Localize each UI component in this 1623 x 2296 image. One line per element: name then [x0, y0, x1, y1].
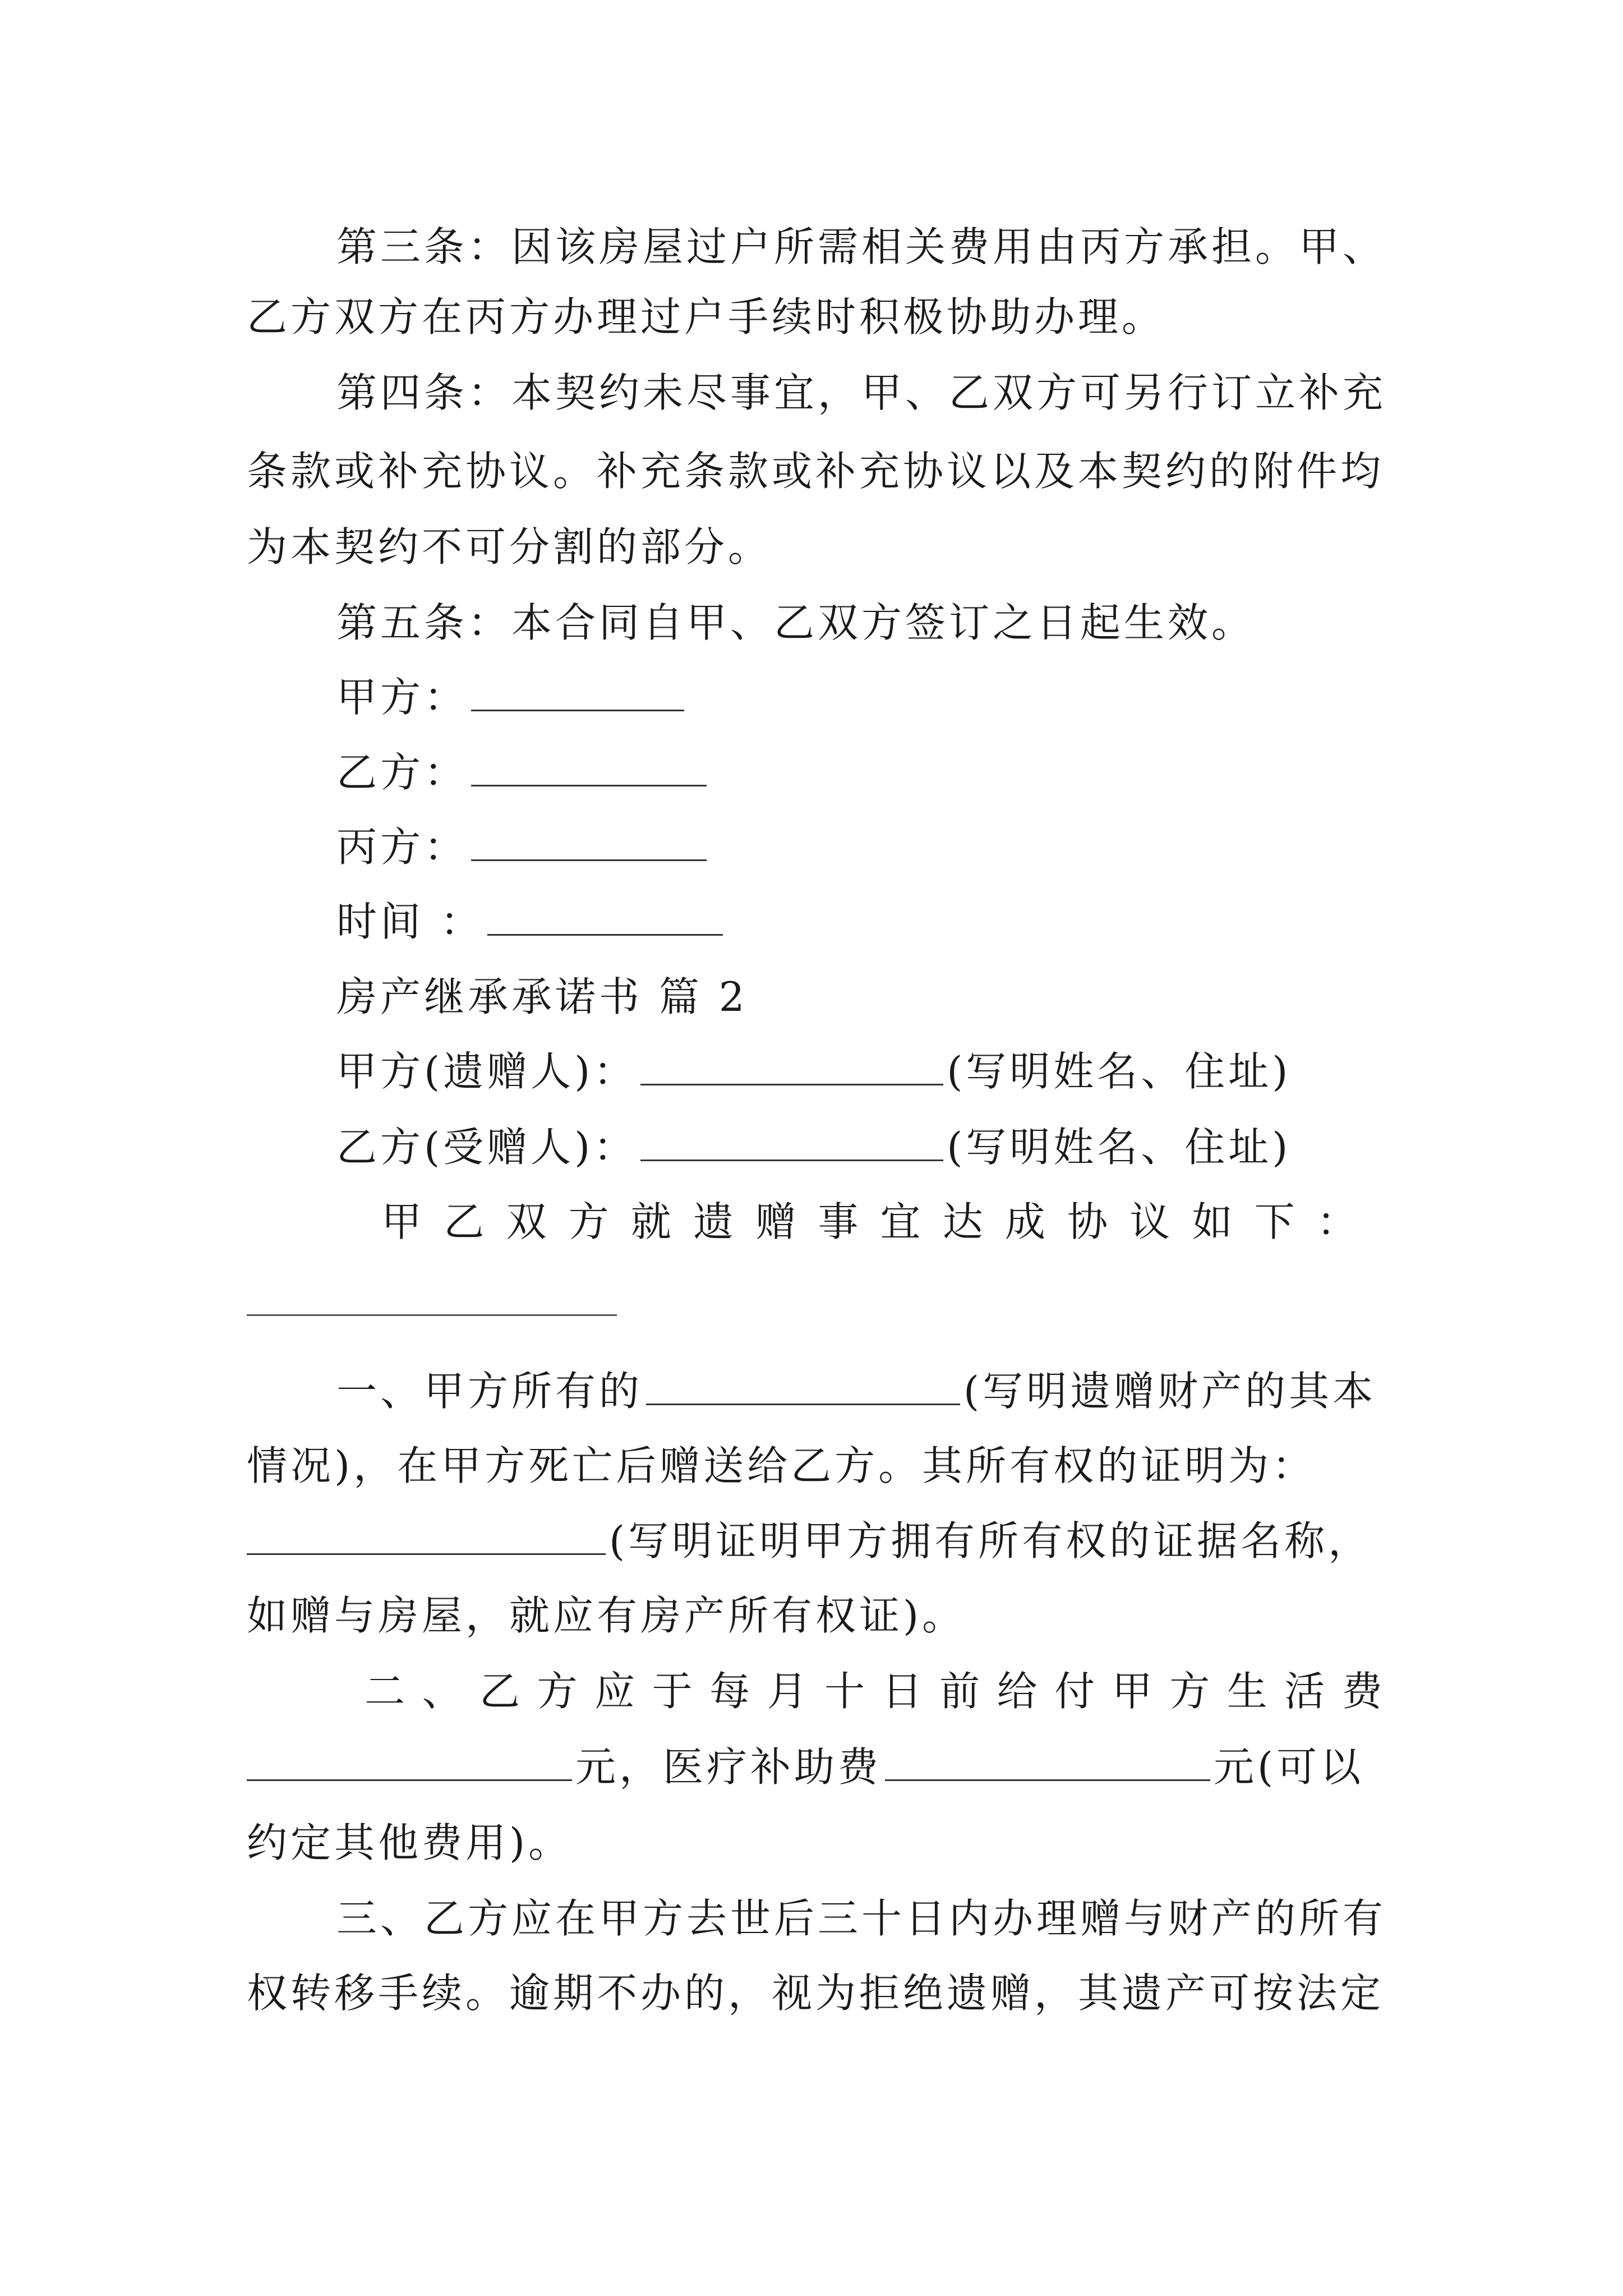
signature-time	[336, 894, 1385, 950]
agreement-char: 事	[818, 1198, 859, 1245]
item-2-char: 方	[1169, 1668, 1210, 1715]
item-3-line-2: 权转移手续。逾期不办的，视为拒绝遗赠，其遗产可按法定	[247, 1970, 1385, 2017]
item-1-line-4: 如赠与房屋，就应有房产所有权证)。	[247, 1592, 966, 1639]
item-2-char: 生	[1227, 1668, 1267, 1715]
agreement-char: 议	[1129, 1198, 1170, 1245]
agreement-char: 方	[568, 1198, 609, 1245]
item-1-line-3-suffix: (写明证明甲方拥有所有权的证据名称，	[609, 1517, 1372, 1565]
clause-3-line-2: 乙方双方在丙方办理过户手续时积极协助办理。	[247, 293, 1166, 341]
agreement-char: 宜	[880, 1198, 921, 1245]
signature-time-label: 时间 ：	[336, 898, 484, 945]
item-1-line-3	[247, 1513, 1385, 1569]
bequest-party-b-blank	[640, 1120, 943, 1161]
item-1-prefix: 一、甲方所有的	[336, 1368, 643, 1415]
item-1-line-2: 情况)，在甲方死亡后赠送给乙方。其所有权的证明为：	[247, 1442, 1316, 1489]
item-3-line-1: 三、乙方应在甲方去世后三十日内办理赠与财产的所有	[336, 1895, 1387, 1942]
agreement-char: 如	[1192, 1198, 1233, 1245]
agreement-char: ：	[1316, 1198, 1357, 1245]
item-2-char: 月	[767, 1668, 808, 1715]
item-2-char: 十	[824, 1668, 865, 1715]
item-2-line-1	[365, 1663, 1382, 1719]
agreement-char: 协	[1067, 1198, 1108, 1245]
agreement-char: 达	[942, 1198, 983, 1245]
clause-4-line-1: 第四条：本契约未尽事宜，甲、乙双方可另行订立补充	[336, 369, 1387, 416]
signature-party-a-label: 甲方：	[336, 674, 468, 721]
item-2-char: 活	[1284, 1668, 1325, 1715]
agreement-char: 下	[1254, 1198, 1295, 1245]
item-2-char: 应	[594, 1668, 635, 1715]
item-2-char: 前	[939, 1668, 980, 1715]
item-2-char: 付	[1054, 1668, 1095, 1715]
item-2-char: 乙	[479, 1668, 520, 1715]
clause-4-line-2: 条款或补充协议。补充条款或补充协议以及本契约的附件均	[247, 448, 1385, 495]
item-2-char: 于	[652, 1668, 693, 1715]
item-1-line-1	[336, 1363, 1385, 1419]
item-2-blank-medical	[885, 1740, 1210, 1781]
bequest-party-a-label: 甲方(遗赠人)：	[336, 1048, 638, 1095]
signature-time-blank	[487, 895, 723, 936]
section-2-title: 房产继承承诺书 篇 2	[336, 973, 748, 1020]
item-2-char: 费	[1341, 1668, 1382, 1715]
bequest-party-a	[336, 1043, 1385, 1099]
agreement-char: 乙	[444, 1198, 485, 1245]
signature-party-c-label: 丙方：	[336, 823, 468, 871]
agreement-blank	[247, 1314, 617, 1316]
item-2-blank-living	[247, 1740, 572, 1781]
bequest-party-a-blank	[640, 1045, 943, 1085]
signature-party-a	[336, 669, 1385, 725]
agreement-char: 双	[506, 1198, 547, 1245]
item-2-char: 每	[709, 1668, 750, 1715]
agreement-char: 甲	[381, 1198, 422, 1245]
agreement-char: 成	[1004, 1198, 1045, 1245]
signature-party-c	[336, 819, 1385, 875]
signature-party-c-blank	[471, 820, 707, 861]
agreement-line	[381, 1194, 1357, 1250]
signature-party-b	[336, 744, 1385, 800]
item-1-blank-proof	[247, 1514, 606, 1555]
item-1-blank-property	[646, 1364, 960, 1405]
item-2-char: 、	[422, 1668, 463, 1715]
item-2-line-2	[247, 1739, 1385, 1795]
agreement-char: 就	[630, 1198, 671, 1245]
clause-4-line-3: 为本契约不可分割的部分。	[247, 523, 772, 570]
agreement-char: 赠	[755, 1198, 796, 1245]
clause-3-line-1: 第三条：因该房屋过户所需相关费用由丙方承担。甲、	[336, 223, 1387, 270]
item-2-medical-label: 元，医疗补助费	[575, 1743, 882, 1791]
item-2-line-3: 约定其他费用)。	[247, 1819, 573, 1866]
signature-party-b-label: 乙方：	[336, 749, 468, 796]
item-2-char: 二	[365, 1668, 405, 1715]
bequest-party-b	[336, 1119, 1385, 1175]
item-1-suffix: (写明遗赠财产的其本	[963, 1368, 1377, 1415]
agreement-char: 遗	[693, 1198, 734, 1245]
bequest-party-b-label: 乙方(受赠人)：	[336, 1124, 638, 1171]
signature-party-a-blank	[471, 670, 684, 711]
item-2-char: 给	[997, 1668, 1038, 1715]
signature-party-b-blank	[471, 746, 707, 786]
item-2-line-2-end: 元(可以	[1214, 1743, 1364, 1791]
item-2-char: 方	[537, 1668, 578, 1715]
item-2-char: 甲	[1112, 1668, 1152, 1715]
bequest-party-b-note: (写明姓名、住址)	[947, 1124, 1292, 1171]
clause-5: 第五条：本合同自甲、乙双方签订之日起生效。	[336, 599, 1256, 646]
item-2-char: 日	[882, 1668, 923, 1715]
bequest-party-a-note: (写明姓名、住址)	[947, 1048, 1292, 1095]
